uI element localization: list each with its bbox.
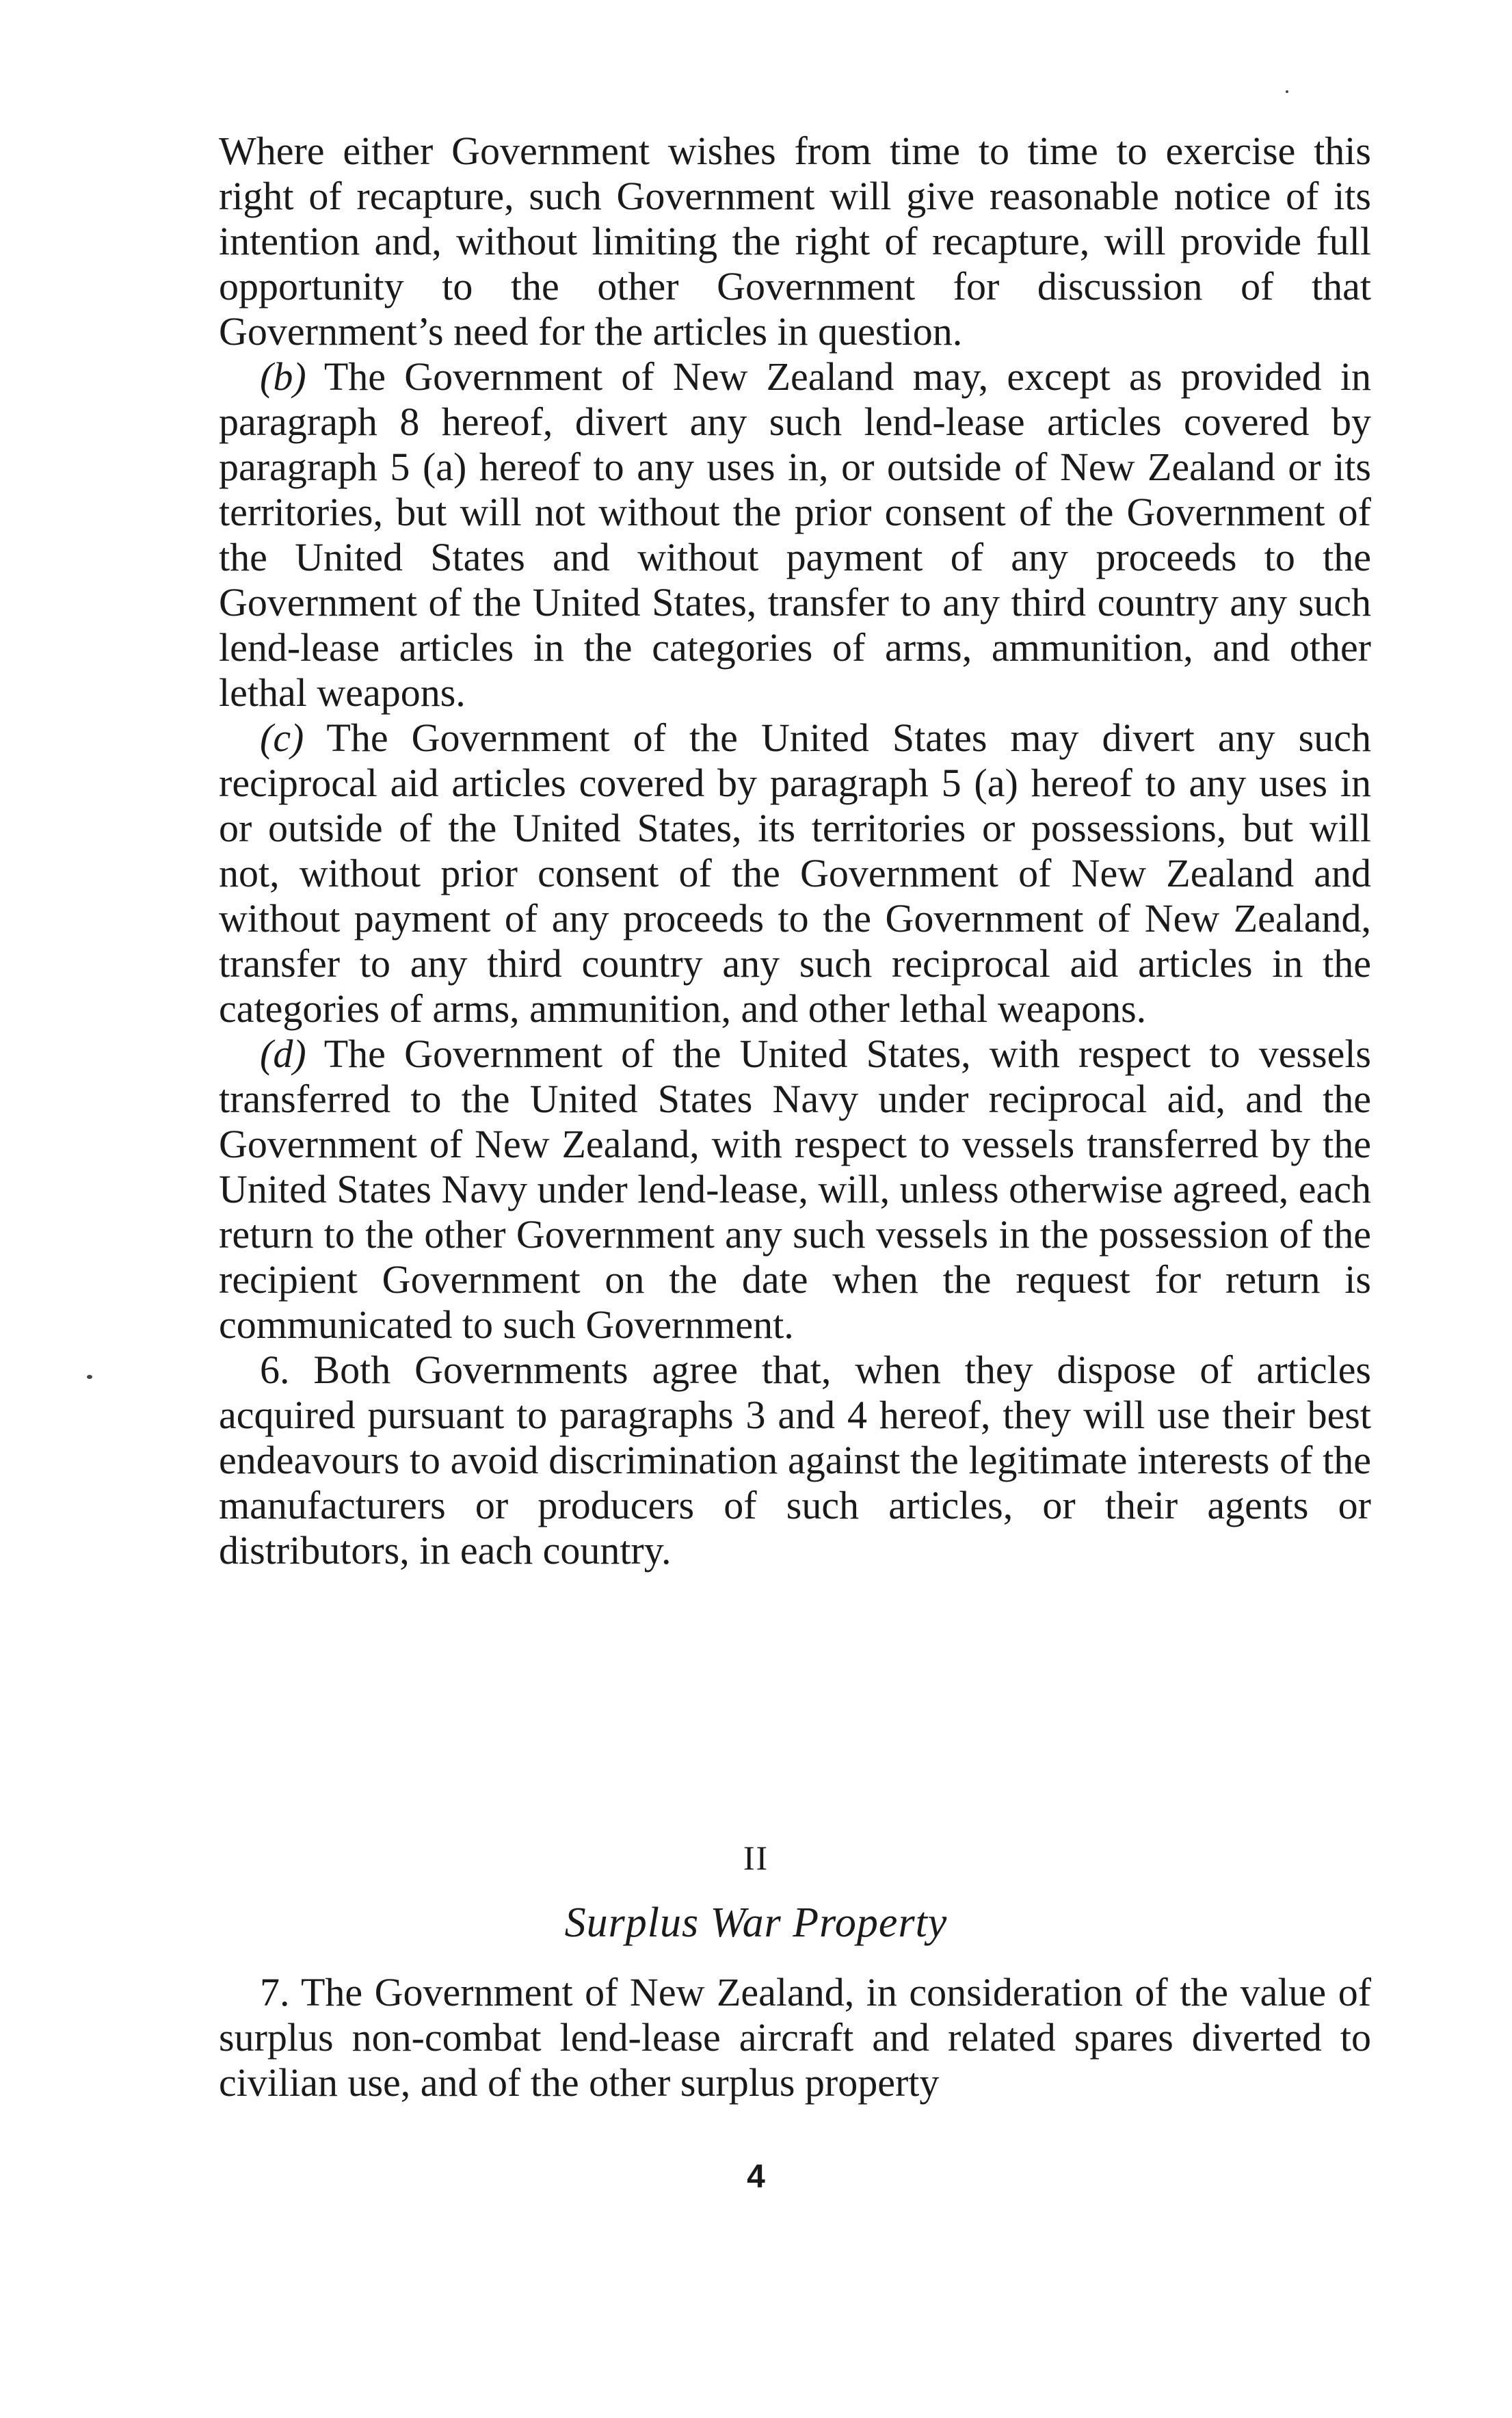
paragraph-text: The Government of New Zealand, in consideration of the value of surplus non-combat lend-lease aircraft and related spares diverted to civilian use, and of the other surplus property [219, 1970, 1372, 2105]
body-text-lower [219, 1970, 1371, 2105]
section-number: II [743, 1839, 769, 1877]
paragraph-text: The Government of New Zealand may, except as provided in paragraph 8 hereof, divert any such lend-lease articles covered by paragraph 5 (a) hereof to any uses in, or outside of New Zealand or its territories, but will not without the prior consent of the Government of the United States and without payment of any proceeds to the Government of the United States, transfer to any third country any such lend-lease articles in the categories of arms, ammunition, and other lethal weapons. [219, 354, 1371, 715]
paragraph-label: 7. [260, 1970, 290, 2014]
paragraph-label: 6. [260, 1348, 290, 1392]
paragraph-text: Where either Government wishes from time to time to exercise this right of recapture, such Government will give reasonable notice of its intention and, without limiting the right of recapture, will provide full opportunity to the other Government for discussion of that Government’s need for the articles in question. [219, 129, 1371, 354]
paragraph-text: The Government of the United States may divert any such reciprocal aid articles covered by paragraph 5 (a) hereof to any uses in or outside of the United States, its territories or possessions, but will not, without prior consent of the Government of New Zealand and without payment of any proceeds to the Government of New Zealand, transfer to any third country any such reciprocal aid articles in the categories of arms, ammunition, and other lethal weapons. [219, 715, 1371, 1031]
paragraph-6 [219, 1348, 1371, 1573]
paragraph-5d [219, 1031, 1371, 1348]
paragraph-7 [219, 1970, 1371, 2105]
paragraph-5c [219, 715, 1371, 1031]
paragraph-text: Both Governments agree that, when they dispose of articles acquired pursuant to paragraphs 3 and 4 hereof, they will use their best endeavours to avoid discrimination against the legitimate interests of the manufacturers or producers of such articles, or their agents or distributors, in each country. [219, 1348, 1372, 1573]
paragraph-label: (d) [260, 1031, 306, 1076]
paragraph-label: (c) [260, 715, 304, 760]
paragraph-recapture [219, 129, 1371, 354]
section-title: Surplus War Property [564, 1900, 948, 1946]
page-number: 4 [747, 2159, 765, 2195]
paragraph-text: The Government of the United States, with respect to vessels transferred to the United States Navy under reciprocal aid, and the Government of New Zealand, with respect to vessels transferred by the United States Navy under lend-lease, will, unless otherwise agreed, each return to the other Government any such vessels in the possession of the recipient Government on the date when the request for return is communicated to such Government. [219, 1031, 1372, 1347]
paragraph-5b [219, 354, 1371, 715]
body-text-upper [219, 129, 1371, 1573]
scan-speck [87, 1375, 92, 1379]
scan-speck [1286, 90, 1288, 93]
paragraph-label: (b) [260, 354, 306, 399]
